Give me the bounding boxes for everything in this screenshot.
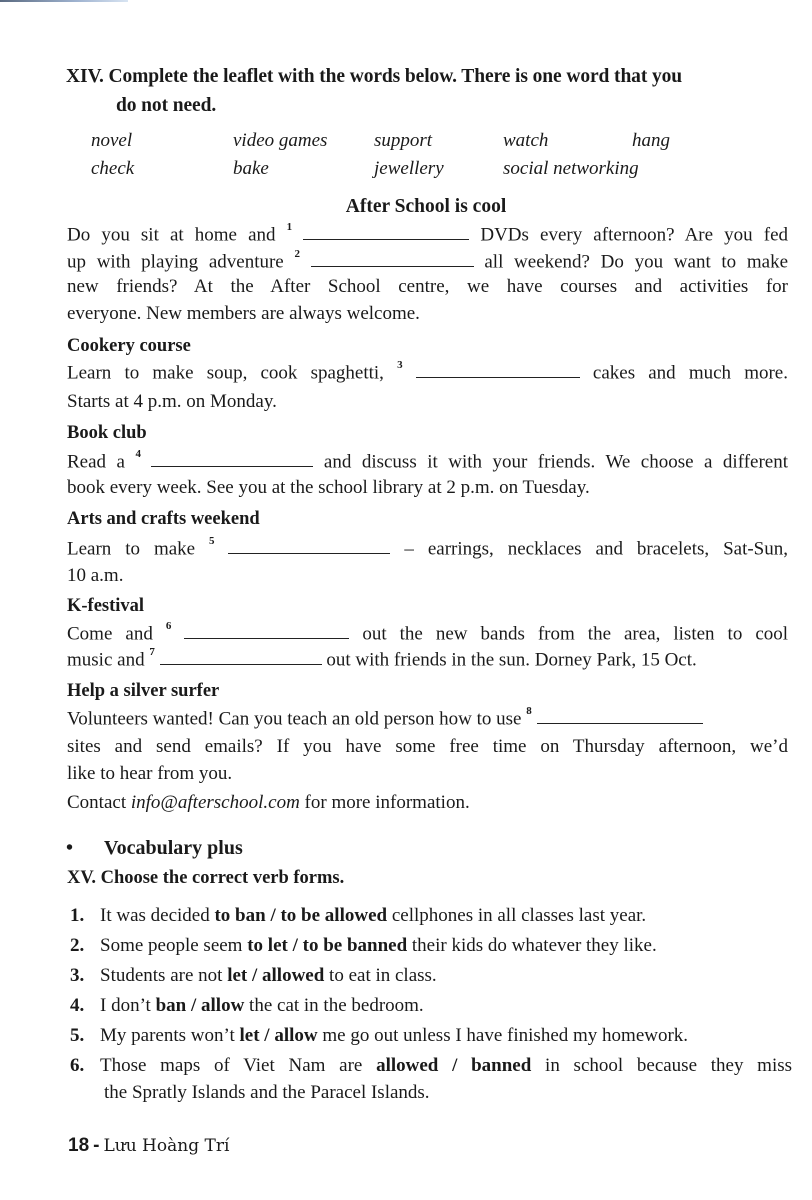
answer-blank-8[interactable] — [537, 709, 703, 724]
text: out the new bands from the area, listen to cool — [362, 623, 789, 645]
author-name: Lưu Hoàng Trí — [103, 1136, 230, 1156]
blank-number: 4 — [135, 448, 141, 460]
text: cakes and much more. — [592, 362, 788, 384]
verb-options[interactable]: let / allowed — [227, 965, 325, 986]
exercise-15-item — [70, 1055, 792, 1077]
exercise-15-item-continuation: the Spratly Islands and the Paracel Islands. — [104, 1082, 430, 1103]
verb-options[interactable]: to let / to be banned — [247, 935, 408, 956]
text: – earrings, necklaces and bracelets, Sat-Sun, — [404, 538, 789, 560]
answer-blank-1[interactable] — [303, 225, 469, 240]
verb-options[interactable]: ban / allow — [155, 995, 245, 1016]
exercise-15-item — [70, 935, 657, 957]
blank-number: 7 — [149, 646, 155, 658]
k-festival-line-2 — [67, 646, 697, 671]
k-festival-line-1 — [67, 620, 789, 645]
silver-surfer-line-2: sites and send emails? If you have some free time on Thursday afternoon, we’d — [67, 736, 788, 757]
text: the cat in the bedroom. — [249, 995, 424, 1016]
exercise-15-item — [70, 1025, 688, 1047]
text: DVDs every afternoon? Are you fed — [480, 224, 789, 246]
text: all weekend? Do you want to make — [484, 251, 789, 273]
word-bank-item: novel — [91, 130, 133, 151]
word-bank-item: social networking — [503, 158, 639, 179]
item-number: 6. — [70, 1055, 85, 1076]
word-bank-item: bake — [233, 158, 269, 179]
silver-surfer-line-1 — [67, 705, 703, 730]
word-bank-item: jewellery — [374, 158, 444, 179]
exercise-15-item — [70, 905, 646, 927]
vocabulary-plus-label: Vocabulary plus — [104, 837, 243, 859]
contact-line — [67, 792, 470, 814]
text: up with playing adventure — [67, 251, 284, 273]
text: Learn to make — [67, 538, 196, 560]
exercise-15-item — [70, 965, 437, 987]
answer-blank-4[interactable] — [151, 452, 313, 467]
verb-options[interactable]: to ban / to be allowed — [214, 905, 388, 926]
section-heading-silver-surfer: Help a silver surfer — [67, 681, 220, 701]
cookery-line-1 — [67, 359, 788, 384]
word-bank-item: check — [91, 158, 135, 179]
blank-number: 8 — [526, 705, 532, 717]
footer-separator: - — [93, 1135, 100, 1156]
text: Those maps of Viet Nam are — [100, 1055, 363, 1076]
text: in school because they miss — [545, 1055, 793, 1076]
word-bank-item: video games — [233, 130, 328, 151]
section-heading-book-club: Book club — [67, 423, 147, 443]
blank-number: 3 — [397, 359, 403, 371]
cookery-line-2: Starts at 4 p.m. on Monday. — [67, 391, 277, 412]
intro-line-2 — [67, 248, 789, 273]
vocabulary-plus-heading — [66, 837, 243, 860]
blank-number: 2 — [294, 248, 300, 260]
text: It was decided — [100, 905, 210, 926]
text: Learn to make soup, cook spaghetti, — [67, 362, 384, 384]
section-heading-cookery: Cookery course — [67, 336, 191, 356]
exercise-14-title — [66, 66, 682, 88]
text: Contact — [67, 792, 127, 813]
item-number: 2. — [70, 935, 85, 956]
text: music and — [67, 649, 145, 671]
top-edge-bar — [0, 0, 128, 2]
text: Some people seem — [100, 935, 243, 956]
text: cellphones in all classes last year. — [391, 905, 647, 926]
item-number: 3. — [70, 965, 85, 986]
intro-line-4: everyone. New members are always welcome. — [67, 303, 420, 324]
answer-blank-5[interactable] — [228, 539, 390, 554]
text: Students are not — [100, 965, 223, 986]
intro-line-3: new friends? At the After School centre, we have courses and activities for — [67, 276, 788, 297]
answer-blank-7[interactable] — [160, 650, 322, 665]
answer-blank-6[interactable] — [184, 624, 349, 639]
exercise-instruction-line2: do not need. — [116, 95, 217, 116]
word-bank-item: support — [374, 130, 433, 151]
section-heading-arts-crafts: Arts and crafts weekend — [67, 509, 260, 529]
silver-surfer-line-3: like to hear from you. — [67, 763, 233, 784]
intro-line-1 — [67, 221, 789, 246]
text: Read a — [67, 451, 125, 473]
blank-number: 5 — [209, 535, 215, 547]
text: Come and — [67, 623, 153, 645]
item-number: 4. — [70, 995, 85, 1016]
word-bank-item: hang — [632, 130, 670, 151]
word-bank-item: watch — [503, 130, 549, 151]
text: their kids do whatever they like. — [411, 935, 657, 956]
exercise-15-title: XV. Choose the correct verb forms. — [67, 868, 345, 888]
text: to eat in class. — [329, 965, 437, 986]
page-number: 18 — [68, 1135, 90, 1156]
bullet-icon: • — [66, 837, 74, 859]
verb-options[interactable]: allowed / banned — [376, 1055, 532, 1076]
contact-email-link[interactable]: info@afterschool.com — [130, 792, 300, 813]
text: and discuss it with your friends. We choose a different — [323, 451, 788, 473]
text: I don’t — [100, 995, 151, 1016]
blank-number: 6 — [165, 620, 172, 632]
text: out with friends in the sun. Dorney Park, 15 Oct. — [326, 649, 697, 671]
text: Volunteers wanted! Can you teach an old person how to use — [67, 708, 522, 730]
exercise-15-item — [70, 995, 424, 1017]
item-number: 1. — [70, 905, 85, 926]
exercise-number: XIV. — [66, 66, 104, 87]
text: me go out unless I have finished my homework. — [322, 1025, 689, 1046]
item-number: 5. — [70, 1025, 85, 1046]
book-club-line-2: book every week. See you at the school library at 2 p.m. on Tuesday. — [67, 477, 590, 498]
text: My parents won’t — [100, 1025, 235, 1046]
leaflet-title: After School is cool — [345, 196, 507, 217]
verb-options[interactable]: let / allow — [239, 1025, 318, 1046]
page-footer — [68, 1135, 229, 1157]
text: for more information. — [304, 792, 470, 813]
blank-number: 1 — [286, 221, 293, 233]
text: Do you sit at home and — [67, 224, 276, 246]
arts-line-1 — [67, 535, 789, 560]
answer-blank-3[interactable] — [416, 363, 580, 378]
arts-line-2: 10 a.m. — [67, 565, 124, 586]
section-heading-k-festival: K-festival — [67, 596, 145, 616]
exercise-instruction-line1: Complete the leaflet with the words below. There is one word that you — [108, 66, 683, 87]
answer-blank-2[interactable] — [311, 252, 474, 267]
book-club-line-1 — [67, 448, 788, 473]
